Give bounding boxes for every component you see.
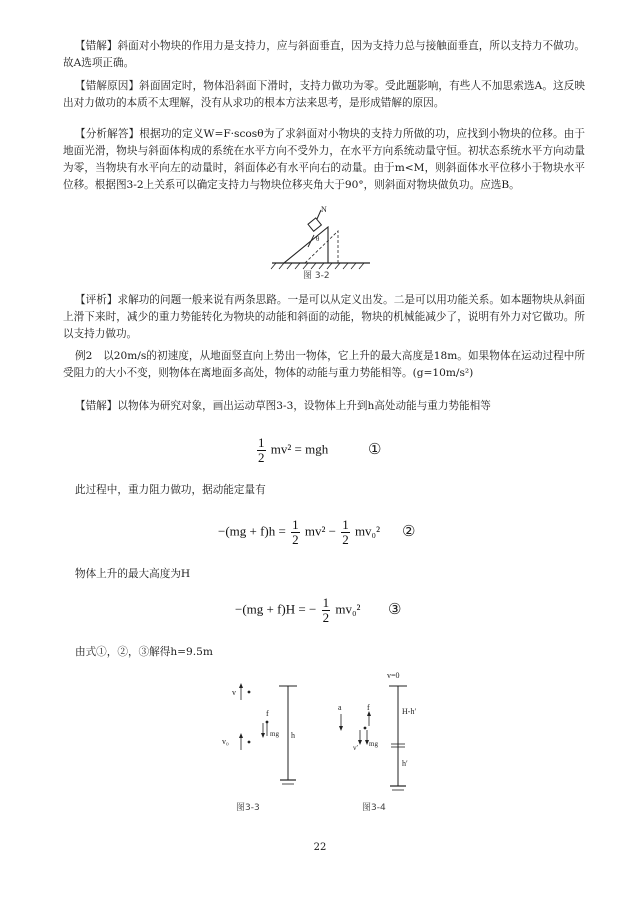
eq2-mark: ② xyxy=(402,522,416,540)
equation-2 xyxy=(218,518,380,547)
result-paragraph: 由式①，②，③解得h=9.5m xyxy=(75,646,213,658)
fig32-n-label: N xyxy=(321,205,327,214)
fig34-a-label: a xyxy=(338,703,342,712)
page-number: 22 xyxy=(313,842,327,853)
eq3-frac-num: 1 xyxy=(322,595,330,610)
analysis-paragraph: 【分析解答】根据功的定义W=F·scosθ为了求斜面对小物块的支持力所做的功，应找到小物块的位移。由于地面光滑，物块与斜面体构成的系统在水平方向不受外力，在水平方向系统动量守恒。初状态系统水平方向动量为零，当物块有水平向左的动量时，斜面体必有水平向右的动量。由于m<M，则斜面体水平位移小于物块水平位移。根据图3-2上关系可以确定支持力与物块位移夹角大于90°，则斜面对物块做负功。应选B。 xyxy=(63,128,585,191)
eq1-mark: ① xyxy=(368,440,382,458)
fig32-caption: 图 3-2 xyxy=(303,271,330,281)
comment-paragraph: 【评析】求解功的问题一般来说有两条思路。一是可以从定义出发。二是可以用功能关系。如本题物块从斜面上滑下来时，减少的重力势能转化为物块的动能和斜面的动能，物块的机械能减少了，说明有外力对它做功。所以支持力做功。 xyxy=(63,294,585,340)
figure-3-4 xyxy=(334,668,444,793)
eq1-tail: mv² = mgh xyxy=(270,441,329,457)
fig34-v0top-label: v=0 xyxy=(387,671,400,680)
eq2-frac2-den: 2 xyxy=(342,532,349,547)
eq3-frac-den: 2 xyxy=(322,610,330,625)
fig34-vp-label: v′ xyxy=(353,744,359,752)
eq2-mid: mv² − xyxy=(304,523,336,539)
eq2-frac2-num: 1 xyxy=(342,517,349,532)
fig33-v0-label: v₀ xyxy=(222,737,229,746)
figure-3-3 xyxy=(222,680,312,790)
fig33-h-label: h xyxy=(291,731,295,740)
eq2-lhs: −(mg + f)h = xyxy=(218,523,286,539)
fig34-caption: 图3-4 xyxy=(362,803,386,813)
eq3-mark: ③ xyxy=(388,600,402,618)
wrong-reason-paragraph: 【错解原因】斜面固定时，物体沿斜面下滑时，支持力做功为零。受此题影响，有些人不加思索选A。这反映出对力做功的本质不太理解，没有从求功的根本方法来思考，是形成错解的原因。 xyxy=(63,80,585,109)
eq1-frac-den: 2 xyxy=(258,450,265,465)
fig34-hp-label: h′ xyxy=(402,759,408,768)
eq2-frac1-den: 2 xyxy=(292,532,299,547)
eq2-frac1-num: 1 xyxy=(292,517,299,532)
example2-paragraph: 例2 以20m/s的初速度，从地面竖直向上势出一物体，它上升的最大高度是18m。如果物体在运动过程中所受阻力的大小不变，则物体在离地面多高处，物体的动能与重力势能相等。(g=10m/s²) xyxy=(63,350,585,379)
fig34-f-label: f xyxy=(367,703,370,712)
fig34-mg-label: mg xyxy=(369,740,378,748)
eq3-tail: mv₀² xyxy=(335,601,361,617)
equation-1 xyxy=(255,436,328,465)
eq1-frac-num: 1 xyxy=(258,435,265,450)
fig34-hh-label: H-h′ xyxy=(402,707,417,716)
eq2-tail: mv₀² xyxy=(354,523,380,539)
fig33-caption: 图3-3 xyxy=(236,803,260,813)
fig32-theta-label: θ xyxy=(316,235,320,243)
figure-3-2 xyxy=(270,205,380,295)
wrong-solution-paragraph: 【错解】斜面对小物块的作用力是支持力，应与斜面垂直，因为支持力总与接触面垂直，所以支持力不做功。故A选项正确。 xyxy=(63,40,585,69)
fig33-f-label: f xyxy=(266,709,269,718)
kinetic-energy-theorem-paragraph: 此过程中，重力阻力做功，据动能定量有 xyxy=(75,484,266,496)
max-height-paragraph: 物体上升的最大高度为H xyxy=(75,568,191,580)
fig33-v-label: v xyxy=(232,688,236,697)
fig33-mg-label: mg xyxy=(270,730,279,738)
wrong-solution-2-paragraph: 【错解】以物体为研究对象，画出运动草图3-3，设物体上升到h高处动能与重力势能相等 xyxy=(75,400,491,412)
eq3-lhs: −(mg + f)H = − xyxy=(235,601,317,617)
equation-3 xyxy=(235,596,360,625)
